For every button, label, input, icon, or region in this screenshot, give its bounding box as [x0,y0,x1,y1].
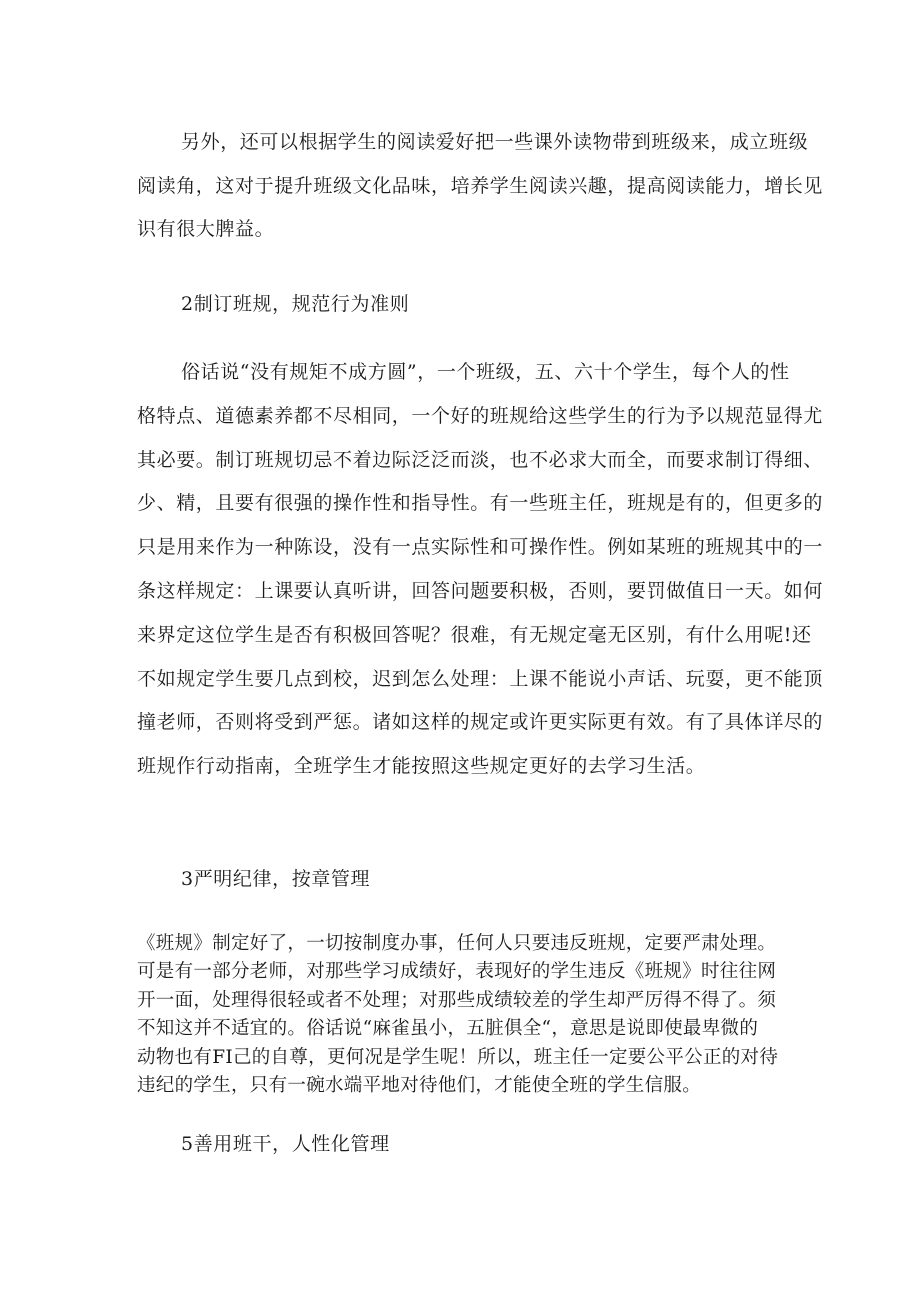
section-heading-rules: 2制订班规，规范行为准则 [181,293,410,315]
text-line: 格特点、道德素养都不尽相同，一个好的班规给这些学生的行为予以规范显得尤 [137,404,824,427]
text-line: 条这样规定：上课要认真听讲，回答问题要积极，否则，要罚做值日一天。如何 [137,579,824,602]
text-line: 不如规定学生要几点到校，迟到怎么处理：上课不能说小声话、玩耍，更不能顶 [137,667,824,690]
text-line: 可是有一部分老师，对那些学习成绩好，表现好的学生违反《班规》时往往网 [137,961,777,983]
section-heading-cadres: 5善用班干，人性化管理 [181,1133,390,1155]
text-line: 另外，还可以根据学生的阅读爱好把一些课外读物带到班级来，成立班级 [181,131,809,153]
section-heading-discipline: 3严明纪律，按章管理 [181,868,371,890]
text-line: 违纪的学生，只有一碗水端平地对待他们，才能使全班的学生信服。 [137,1075,702,1097]
text-line: 其必要。制订班规切忌不着边际泛泛而淡，也不必求大而全，而要求制订得细、 [137,448,824,471]
text-line: 动物也有FI己的自尊，更何况是学生呢！所以，班主任一定要公平公正的对待 [137,1046,779,1068]
text-line: 班规作行动指南，全班学生才能按照这些规定更好的去学习生活。 [137,755,706,778]
text-line: 不知这并不适宜的。俗话说“麻雀虽小，五脏俱全“，意思是说即使最卑微的 [137,1018,759,1040]
paragraph-class-rules [137,351,824,789]
text-line: 开一面，处理得很轻或者不处理；对那些成绩较差的学生却严厉得不得了。须 [137,989,777,1011]
paragraph-reading-corner [137,121,824,252]
text-line: 只是用来作为一种陈设，没有一点实际性和可操作性。例如某班的班规其中的一 [137,536,824,559]
text-line: 识有很大脾益。 [137,218,275,240]
text-line: 来界定这位学生是否有积极回答呢？很难，有无规定毫无区别，有什么用呢!还 [137,623,812,646]
text-line: 阅读角，这对于提升班级文化品味，培养学生阅读兴趣，提高阅读能力，增长见 [137,174,824,197]
text-line: 少、精，且要有很强的操作性和指导性。有一些班主任，班规是有的，但更多的 [137,492,824,515]
text-line: 俗话说“没有规矩不成方圆”，一个班级，五、六十个学生，每个人的性 [181,361,790,383]
text-line: 《班规》制定好了，一切按制度办事，任何人只要违反班规，定要严肃处理。 [137,933,777,954]
paragraph-discipline [137,930,777,1100]
text-line: 撞老师，否则将受到严惩。诸如这样的规定或许更实际更有效。有了具体详尽的 [137,711,824,734]
